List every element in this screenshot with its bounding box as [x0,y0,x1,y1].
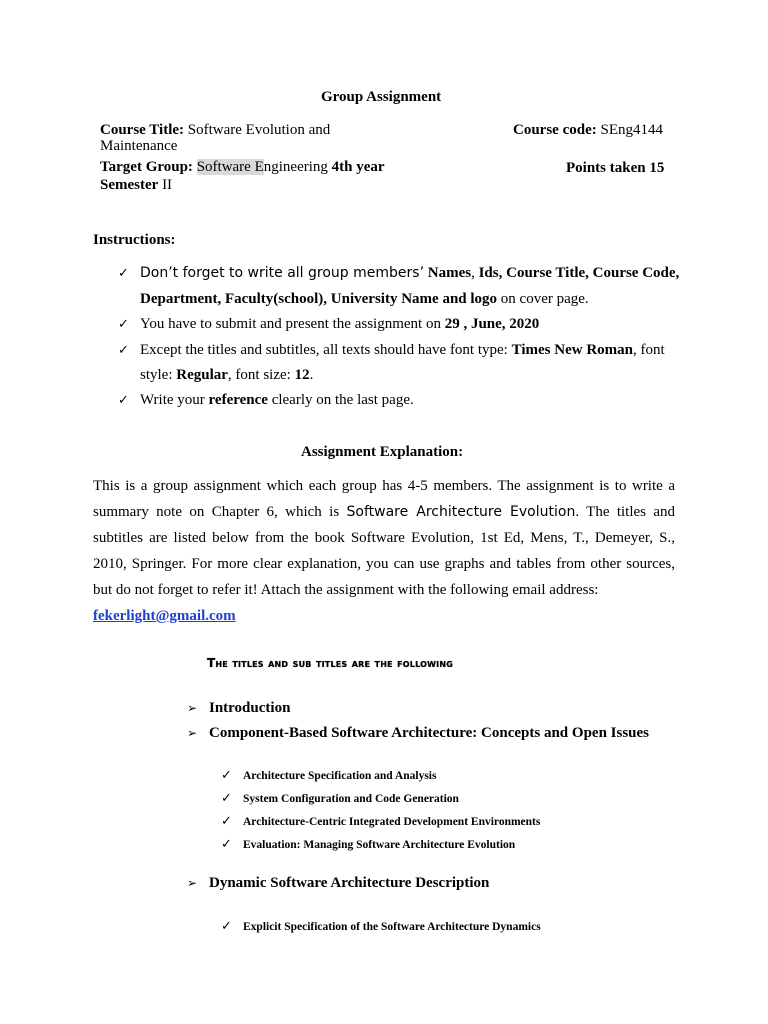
checkmark-icon: ✓ [221,791,232,806]
checkmark-icon: ✓ [221,837,232,852]
explanation-paragraph: This is a group assignment which each group has 4-5 members. The assignment is to write a summary note on Chapter 6, which is Software Architecture Evolution. The titles and subtitles are listed below from the book Software Evolution, 1st Ed, Mens, T., Demeyer, S., 2010, Springer. For more clear explanation, you can use graphs and tables from other sources, but do not forget to refer it! Attach the assignment with the following email address: fekerlight@gmail.com [93,478,676,624]
target-group: Target Group: Software Engineering 4th year [100,159,385,175]
instruction-item-1: ✓ Don’t forget to write all group members’ Names, Ids, Course Title, Course Code, [118,265,680,281]
sub-title-2-1: ✓ Architecture Specification and Analysis [221,768,437,783]
course-title-value: Software Evolution and [187,122,331,138]
course-code-label: Course code: [513,122,597,138]
points-taken: Points taken 15 [566,160,665,176]
target-group-highlight: Software E [196,159,264,175]
chapter-title: Software Architecture Evolution [346,504,576,520]
main-title-3: ➢ Dynamic Software Architecture Description [187,875,490,891]
main-title-2: ➢ Component-Based Software Architecture: Concepts and Open Issues [187,725,650,741]
target-group-year: 4th year [331,159,385,175]
instruction-item-3-cont: style: Regular, font size: 12. [140,367,314,383]
target-group-label: Target Group: [100,159,193,175]
course-code-value: SEng4144 [600,122,663,138]
arrow-bullet-icon: ➢ [187,701,198,715]
explanation-heading: Assignment Explanation: [301,444,464,460]
sub-title-2-4: ✓ Evaluation: Managing Software Architecture Evolution [221,837,516,852]
arrow-bullet-icon: ➢ [187,876,198,890]
instruction-item-3: ✓ Except the titles and subtitles, all texts should have font type: Times New Roman, font [118,342,665,358]
course-code [513,121,663,139]
course-title-cont: Maintenance [100,138,178,154]
checkmark-icon: ✓ [221,814,232,829]
instructions-heading: Instructions: [93,232,176,248]
semester: Semester II [100,177,173,193]
checkmark-icon: ✓ [118,266,129,281]
sub-title-3-1: ✓ Explicit Specification of the Software Architecture Dynamics [221,919,541,934]
page-title: Group Assignment [321,89,442,105]
checkmark-icon: ✓ [221,919,232,934]
checkmark-icon: ✓ [118,343,129,358]
titles-heading: The titles and sub titles are the following [207,656,453,670]
main-title-1: ➢ Introduction [187,700,291,716]
sub-title-2-3: ✓ Architecture-Centric Integrated Development Environments [221,814,541,829]
checkmark-icon: ✓ [221,768,232,783]
arrow-bullet-icon: ➢ [187,726,198,740]
email-link[interactable]: fekerlight@gmail.com [93,608,236,624]
sub-title-2-2: ✓ System Configuration and Code Generation [221,791,459,806]
checkmark-icon: ✓ [118,393,129,408]
checkmark-icon: ✓ [118,317,129,332]
instruction-item-4: ✓ Write your reference clearly on the last page. [118,392,414,408]
instruction-item-1-cont: Department, Faculty(school), University Name and logo on cover page. [140,291,589,307]
instruction-item-2: ✓ You have to submit and present the assignment on 29 , June, 2020 [118,316,540,332]
course-title-label: Course Title: [100,122,185,138]
